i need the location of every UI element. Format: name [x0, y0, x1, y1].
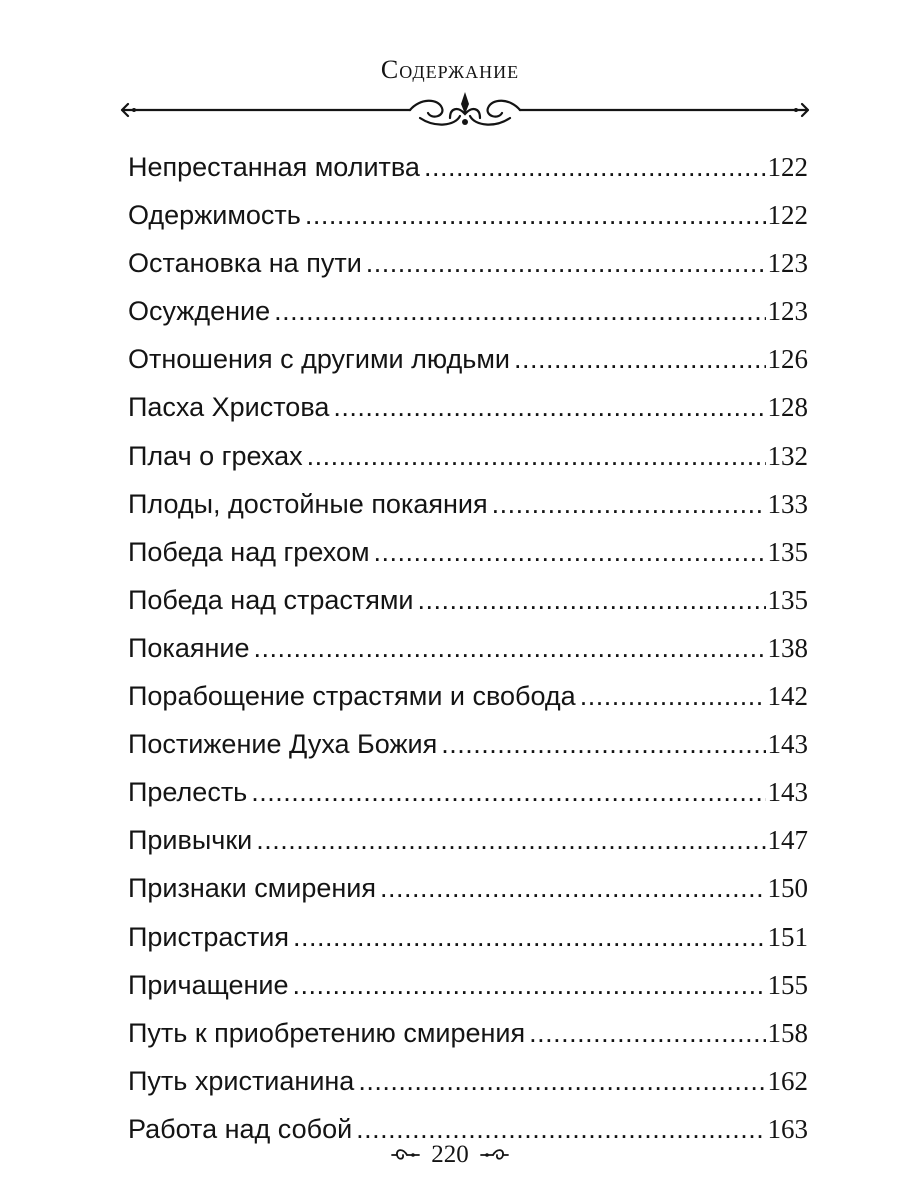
table-of-contents — [128, 143, 808, 1153]
toc-entry-title: Причащение — [128, 969, 289, 1000]
header-ornament-icon — [120, 88, 810, 134]
toc-leader-dots — [307, 432, 766, 480]
toc-leader-dots — [293, 913, 766, 961]
toc-leader-dots — [251, 768, 765, 816]
toc-entry — [128, 480, 808, 528]
footer-ornament-left-icon — [391, 1145, 421, 1165]
toc-leader-dots — [580, 672, 766, 720]
toc-entry-page: 143 — [767, 777, 808, 808]
toc-entry — [128, 576, 808, 624]
page-footer — [0, 1135, 900, 1175]
toc-leader-dots — [418, 576, 766, 624]
toc-entry-page: 122 — [767, 152, 808, 182]
toc-leader-dots — [424, 143, 766, 191]
toc-leader-dots — [441, 720, 765, 768]
toc-entry-title: Порабощение страстями и свобода — [128, 681, 576, 712]
toc-entry-page: 126 — [767, 344, 808, 375]
footer-ornament-right-icon — [479, 1145, 509, 1165]
toc-entry — [128, 961, 808, 1009]
toc-leader-dots — [380, 864, 766, 912]
toc-leader-dots — [358, 1057, 765, 1105]
running-header: Содержание — [380, 55, 520, 84]
toc-entry-title: Плач о грехах — [128, 440, 303, 471]
toc-entry-page: 163 — [767, 1113, 808, 1144]
toc-entry — [128, 1009, 808, 1057]
toc-entry-page: 142 — [767, 681, 808, 712]
toc-entry — [128, 720, 808, 768]
toc-entry-title: Работа над собой — [128, 1113, 353, 1144]
toc-entry — [128, 864, 808, 912]
toc-entry-page: 162 — [767, 1065, 808, 1096]
toc-entry-page: 122 — [767, 200, 808, 231]
toc-leader-dots — [293, 961, 766, 1009]
toc-leader-dots — [514, 335, 765, 383]
toc-leader-dots — [529, 1009, 765, 1057]
toc-entry — [128, 913, 808, 961]
toc-entry — [128, 528, 808, 576]
toc-entry-title: Постижение Духа Божия — [128, 729, 438, 760]
toc-entry-title: Пристрастия — [128, 921, 289, 952]
toc-entry-page: 155 — [767, 969, 808, 1000]
toc-entry-title: Признаки смирения — [128, 873, 376, 904]
toc-entry-title: Непрестанная молитва — [128, 152, 420, 182]
toc-leader-dots — [333, 383, 765, 431]
toc-entry-page: 128 — [767, 392, 808, 423]
toc-entry-title: Путь к приобретению смирения — [128, 1017, 526, 1048]
toc-entry — [128, 383, 808, 431]
toc-entry — [128, 1057, 808, 1105]
toc-entry-page: 138 — [767, 632, 808, 663]
toc-entry-title: Плоды, достойные покаяния — [128, 488, 488, 519]
toc-entry-title: Пасха Христова — [128, 392, 330, 423]
toc-entry-title: Привычки — [128, 825, 253, 856]
toc-entry-page: 147 — [767, 825, 808, 856]
toc-entry — [128, 768, 808, 816]
toc-entry-title: Путь христианина — [128, 1065, 355, 1096]
toc-entry — [128, 143, 808, 191]
toc-entry — [128, 335, 808, 383]
toc-leader-dots — [492, 480, 766, 528]
toc-leader-dots — [274, 287, 765, 335]
toc-entry — [128, 624, 808, 672]
toc-leader-dots — [253, 624, 765, 672]
toc-entry-title: Прелесть — [128, 777, 248, 808]
toc-entry-title: Одержимость — [128, 200, 301, 231]
toc-entry-page: 150 — [767, 873, 808, 904]
toc-entry-page: 133 — [767, 488, 808, 519]
toc-entry-title: Осуждение — [128, 296, 271, 327]
toc-entry — [128, 191, 808, 239]
toc-entry-title: Победа над страстями — [128, 584, 414, 615]
toc-entry-page: 151 — [767, 921, 808, 952]
toc-entry — [128, 432, 808, 480]
toc-entry — [128, 672, 808, 720]
toc-entry — [128, 287, 808, 335]
toc-leader-dots — [305, 191, 766, 239]
toc-entry-page: 158 — [767, 1017, 808, 1048]
toc-entry-page: 123 — [767, 296, 808, 327]
toc-entry-page: 135 — [767, 536, 808, 567]
toc-entry-title: Победа над грехом — [128, 536, 370, 567]
toc-leader-dots — [366, 239, 766, 287]
toc-entry-title: Покаяние — [128, 632, 250, 663]
toc-entry — [128, 816, 808, 864]
toc-entry-page: 135 — [767, 584, 808, 615]
page-number: 220 — [431, 1141, 469, 1168]
toc-entry-page: 123 — [767, 248, 808, 279]
toc-entry-title: Остановка на пути — [128, 248, 362, 279]
toc-leader-dots — [256, 816, 765, 864]
toc-entry — [128, 239, 808, 287]
toc-entry-page: 132 — [767, 440, 808, 471]
toc-leader-dots — [374, 528, 766, 576]
toc-entry-page: 143 — [767, 729, 808, 760]
toc-entry-title: Отношения с другими людьми — [128, 344, 511, 375]
